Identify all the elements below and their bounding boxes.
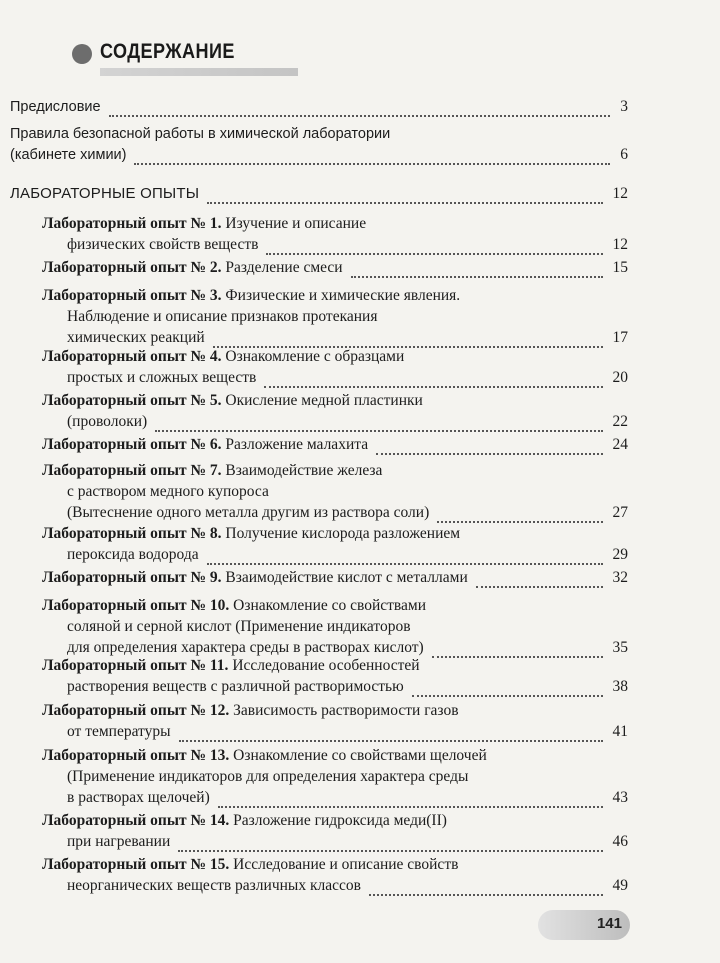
leader-dots (218, 796, 603, 808)
page-ref: 17 (612, 329, 628, 346)
entry-title: от температуры (67, 723, 171, 740)
toc-entry-line (67, 877, 361, 895)
leader-dots (155, 420, 603, 432)
toc-entry-line (42, 462, 382, 480)
entry-title: Разложение малахита (221, 436, 369, 453)
toc-entry-line (67, 546, 199, 564)
experiment-label: Лабораторный опыт № 5. (42, 392, 222, 409)
leader-dots (207, 553, 603, 565)
toc-entry-line (42, 392, 423, 410)
leader-dots (266, 243, 603, 255)
page-ref: 27 (612, 504, 628, 521)
page-ref: 46 (612, 833, 628, 850)
page-title: СОДЕРЖАНИЕ (100, 40, 235, 63)
heading-underline (100, 68, 298, 76)
leader-dots (178, 840, 603, 852)
toc-entry-line (67, 678, 404, 696)
toc-entry-line (42, 436, 368, 454)
toc-entry-line (42, 348, 404, 366)
entry-title: Разложение гидроксида меди(II) (229, 812, 447, 829)
toc-entry-line (67, 639, 424, 657)
entry-title: Зависимость растворимости газов (229, 702, 459, 719)
entry-title: Исследование особенностей (228, 657, 420, 674)
entry-title: Исследование и описание свойств (229, 856, 459, 873)
experiment-label: Лабораторный опыт № 3. (42, 287, 222, 304)
page-ref: 22 (612, 413, 628, 430)
toc-entry-line (67, 308, 377, 326)
entry-title: Предисловие (10, 99, 101, 115)
entry-title: (проволоки) (67, 413, 148, 430)
toc-entry-line (10, 146, 126, 164)
toc-entry-line (10, 98, 101, 116)
entry-title: химических реакций (67, 329, 205, 346)
experiment-label: Лабораторный опыт № 2. (42, 259, 222, 276)
leader-dots (213, 336, 603, 348)
leader-dots (134, 153, 610, 165)
entry-title: для определения характера среды в растворах кислот) (67, 639, 424, 656)
leader-dots (437, 511, 603, 523)
toc-entry-line (67, 236, 258, 254)
page-ref: 41 (612, 723, 628, 740)
leader-dots (412, 685, 603, 697)
toc-entry-line (42, 657, 420, 675)
toc-entry-line (42, 259, 343, 277)
experiment-label: Лабораторный опыт № 13. (42, 747, 230, 764)
leader-dots (179, 730, 603, 742)
entry-title: Правила безопасной работы в химической лаборатории (10, 126, 391, 142)
entry-title: в растворах щелочей) (67, 789, 210, 806)
toc-entry-line (42, 812, 447, 830)
entry-title: Взаимодействие железа (221, 462, 383, 479)
toc-entry-line (42, 702, 459, 720)
entry-title: (кабинете химии) (10, 147, 127, 163)
toc-entry-line (67, 504, 429, 522)
page-number-badge (538, 910, 630, 940)
entry-title: Наблюдение и описание признаков протекания (67, 308, 378, 325)
entry-title: Ознакомление со свойствами щелочей (229, 747, 487, 764)
page-ref: 3 (620, 98, 628, 115)
page-number: 141 (596, 915, 622, 932)
leader-dots (264, 376, 603, 388)
toc-entry-line (67, 413, 147, 431)
page-ref: 35 (612, 639, 628, 656)
leader-dots (207, 192, 603, 204)
entry-title: неорганических веществ различных классов (67, 877, 361, 894)
entry-title: Окисление медной пластинки (221, 392, 423, 409)
experiment-label: Лабораторный опыт № 8. (42, 525, 222, 542)
page-ref: 29 (612, 546, 628, 563)
experiment-label: Лабораторный опыт № 4. (42, 348, 222, 365)
toc-entry-line (42, 856, 458, 874)
experiment-label: Лабораторный опыт № 12. (42, 702, 230, 719)
entry-title: Изучение и описание (221, 215, 367, 232)
entry-title: Получение кислорода разложением (221, 525, 461, 542)
page-ref: 38 (612, 678, 628, 695)
bullet-icon (72, 44, 92, 64)
toc-entry-line (42, 215, 366, 233)
toc-entry-line (42, 287, 460, 305)
experiment-label: Лабораторный опыт № 1. (42, 215, 222, 232)
page-ref: 43 (612, 789, 628, 806)
leader-dots (376, 443, 603, 455)
page-ref: 12 (612, 185, 628, 202)
entry-title: Разделение смеси (221, 259, 343, 276)
toc-entry-line (42, 569, 468, 587)
entry-title: физических свойств веществ (67, 236, 259, 253)
experiment-label: Лабораторный опыт № 11. (42, 657, 229, 674)
entry-title: Физические и химические явления. (221, 287, 461, 304)
experiment-label: Лабораторный опыт № 10. (42, 597, 230, 614)
entry-title: простых и сложных веществ (67, 369, 257, 386)
toc-entry-line (42, 525, 460, 543)
leader-dots (351, 266, 603, 278)
entry-title: (Применение индикаторов для определения характера среды (67, 768, 469, 785)
leader-dots (476, 576, 603, 588)
toc-entry-line (10, 185, 199, 203)
toc-entry-line (67, 723, 171, 741)
entry-title: при нагревании (67, 833, 171, 850)
entry-title: растворения веществ с различной растворимостью (67, 678, 404, 695)
page-ref: 24 (612, 436, 628, 453)
entry-title: пероксида водорода (67, 546, 199, 563)
entry-title: ЛАБОРАТОРНЫЕ ОПЫТЫ (10, 185, 200, 202)
page-ref: 20 (612, 369, 628, 386)
leader-dots (432, 646, 603, 658)
experiment-label: Лабораторный опыт № 14. (42, 812, 230, 829)
page-ref: 49 (612, 877, 628, 894)
entry-title: (Вытеснение одного металла другим из раствора соли) (67, 504, 430, 521)
toc-entry-line (67, 483, 269, 501)
toc-entry-line (67, 833, 170, 851)
experiment-label: Лабораторный опыт № 6. (42, 436, 222, 453)
leader-dots (109, 105, 610, 117)
entry-title: Взаимодействие кислот с металлами (221, 569, 468, 586)
leader-dots (369, 884, 603, 896)
experiment-label: Лабораторный опыт № 7. (42, 462, 222, 479)
entry-title: с раствором медного купороса (67, 483, 269, 500)
page-ref: 12 (612, 236, 628, 253)
toc-entry-line (42, 597, 426, 615)
page-ref: 15 (612, 259, 628, 276)
entry-title: соляной и серной кислот (Применение индикаторов (67, 618, 411, 635)
toc-entry-line (67, 329, 205, 347)
entry-title: Ознакомление с образцами (221, 348, 405, 365)
toc-entry-line (10, 125, 390, 143)
entry-title: Ознакомление со свойствами (229, 597, 427, 614)
page-ref: 6 (620, 146, 628, 163)
experiment-label: Лабораторный опыт № 9. (42, 569, 222, 586)
toc-entry-line (67, 768, 468, 786)
toc-entry-line (67, 618, 411, 636)
experiment-label: Лабораторный опыт № 15. (42, 856, 230, 873)
toc-entry-line (67, 789, 210, 807)
toc-entry-line (67, 369, 256, 387)
toc-entry-line (42, 747, 487, 765)
page-ref: 32 (612, 569, 628, 586)
